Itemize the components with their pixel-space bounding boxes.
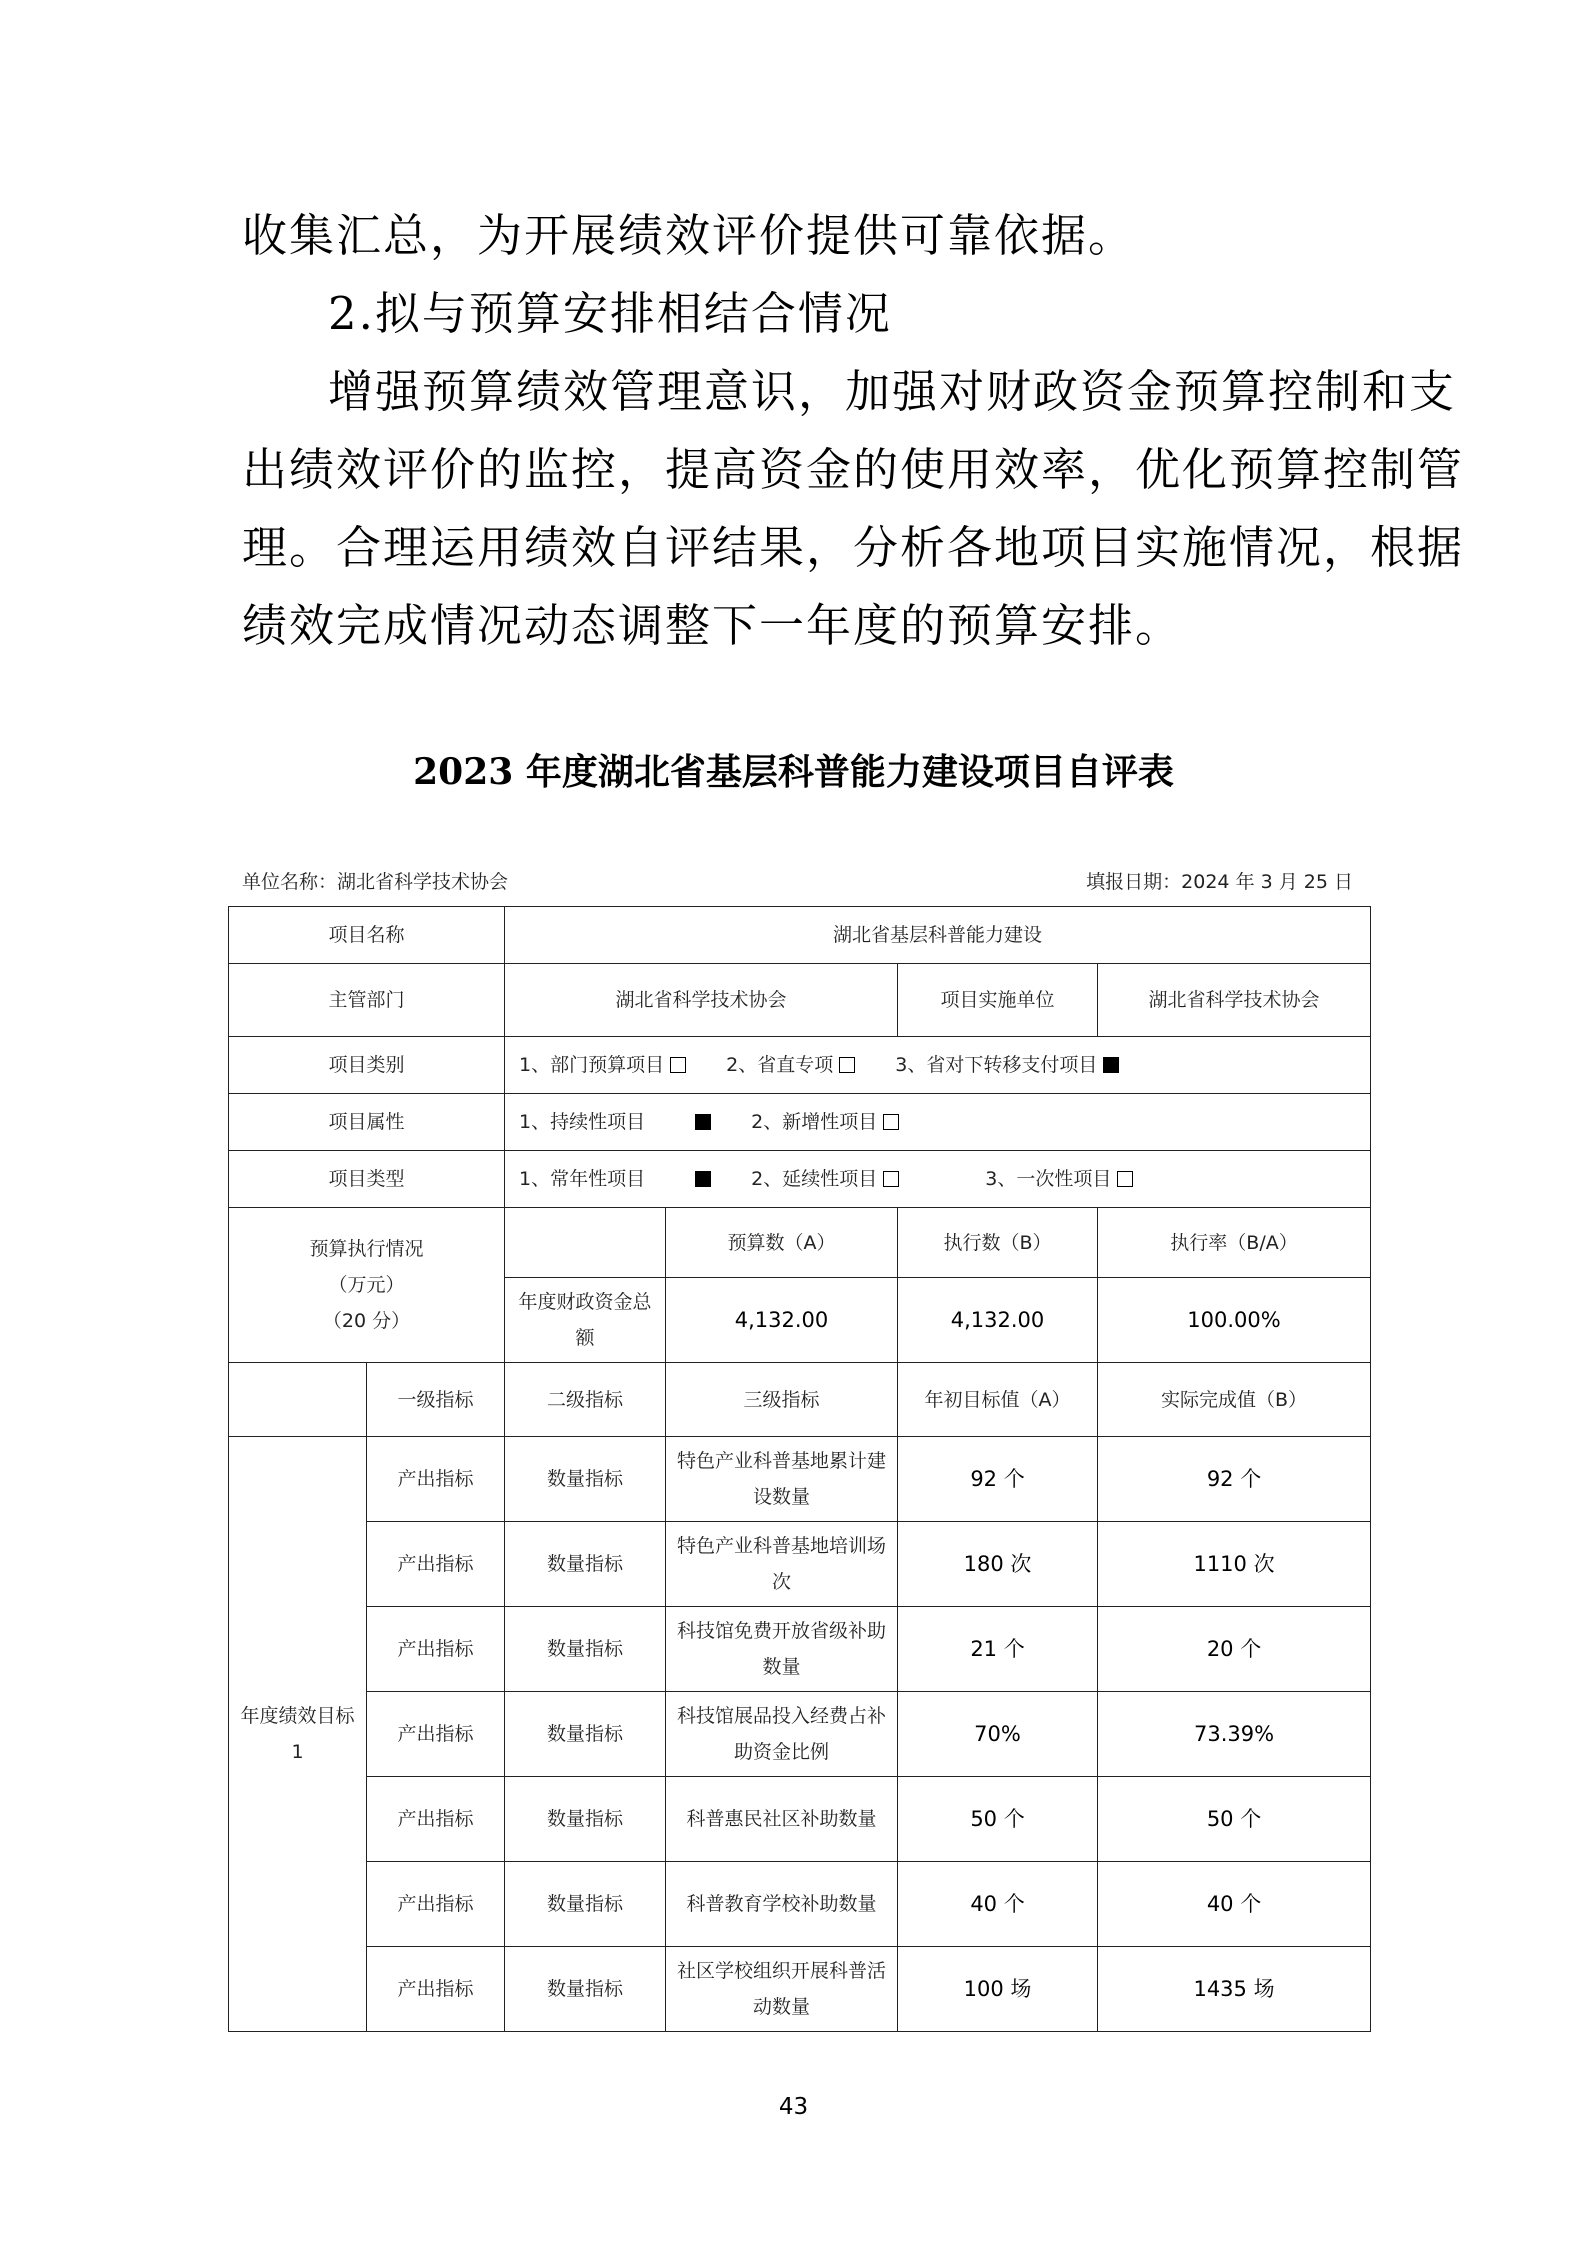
indicator-l1: 产出指标	[367, 1437, 505, 1522]
table-row	[229, 907, 1371, 964]
indicator-l3: 社区学校组织开展科普活动数量	[666, 1947, 898, 2032]
checkbox-icon	[839, 1057, 855, 1073]
cell-options	[505, 1037, 1371, 1094]
checkbox-icon	[1117, 1171, 1133, 1187]
indicator-l2: 数量指标	[505, 1522, 666, 1607]
option-label: 3、省对下转移支付项目	[895, 1054, 1098, 1076]
indicator-l3: 特色产业科普基地累计建设数量	[666, 1437, 898, 1522]
indicator-target: 40 个	[898, 1862, 1098, 1947]
paragraph-line: 收集汇总，为开展绩效评价提供可靠依据。	[242, 209, 1136, 262]
unit-name: 单位名称：湖北省科学技术协会	[242, 871, 509, 893]
indicator-l2: 数量指标	[505, 1692, 666, 1777]
checked-box-icon	[695, 1171, 711, 1187]
paragraph-line: 绩效完成情况动态调整下一年度的预算安排。	[242, 599, 1183, 652]
indicator-target: 100 场	[898, 1947, 1098, 2032]
indicator-l1: 产出指标	[367, 1522, 505, 1607]
option-label: 2、新增性项目	[751, 1111, 878, 1133]
goal-label: 年度绩效目标 1	[229, 1437, 367, 2032]
indicator-l2: 数量指标	[505, 1947, 666, 2032]
indicator-l3: 科普教育学校补助数量	[666, 1862, 898, 1947]
checked-box-icon	[695, 1114, 711, 1130]
indicator-l1: 产出指标	[367, 1777, 505, 1862]
indicator-l1: 产出指标	[367, 1862, 505, 1947]
col-header: 预算数（A）	[666, 1208, 898, 1278]
evaluation-table	[228, 906, 1371, 2032]
table-row	[229, 1862, 1371, 1947]
col-header: 三级指标	[666, 1363, 898, 1437]
budget-label-line: 预算执行情况	[309, 1238, 424, 1260]
budget-label	[229, 1208, 505, 1363]
indicator-actual: 92 个	[1098, 1437, 1371, 1522]
paragraph-line: 出绩效评价的监控，提高资金的使用效率，优化预算控制管	[242, 443, 1465, 496]
indicator-l1: 产出指标	[367, 1947, 505, 2032]
table-row	[229, 1607, 1371, 1692]
cell-empty	[229, 1363, 367, 1437]
table-title: 2023 年度湖北省基层科普能力建设项目自评表	[413, 751, 1174, 793]
indicator-actual: 1435 场	[1098, 1947, 1371, 2032]
indicator-l2: 数量指标	[505, 1607, 666, 1692]
paragraph-line: 增强预算绩效管理意识，加强对财政资金预算控制和支	[328, 365, 1457, 418]
indicator-l2: 数量指标	[505, 1437, 666, 1522]
col-header: 二级指标	[505, 1363, 666, 1437]
option-label: 2、延续性项目	[751, 1168, 878, 1190]
indicator-target: 92 个	[898, 1437, 1098, 1522]
table-row	[229, 1947, 1371, 2032]
cell-empty	[505, 1208, 666, 1278]
indicator-actual: 20 个	[1098, 1607, 1371, 1692]
indicator-l3: 科技馆展品投入经费占补助资金比例	[666, 1692, 898, 1777]
page-number: 43	[778, 2094, 809, 2120]
table-row	[229, 964, 1371, 1037]
indicator-target: 70%	[898, 1692, 1098, 1777]
cell-label: 年度财政资金总额	[505, 1278, 666, 1363]
option-label: 1、持续性项目	[519, 1111, 646, 1133]
indicator-l1: 产出指标	[367, 1692, 505, 1777]
table-row	[229, 1151, 1371, 1208]
checkbox-icon	[883, 1171, 899, 1187]
col-header: 执行数（B）	[898, 1208, 1098, 1278]
budget-label-line: （万元）	[328, 1274, 405, 1296]
col-header: 一级指标	[367, 1363, 505, 1437]
option-label: 3、一次性项目	[985, 1168, 1112, 1190]
indicator-l1: 产出指标	[367, 1607, 505, 1692]
indicator-actual: 40 个	[1098, 1862, 1371, 1947]
cell-value: 湖北省科学技术协会	[1098, 964, 1371, 1037]
cell-label: 项目名称	[229, 907, 505, 964]
cell-options	[505, 1151, 1371, 1208]
checkbox-icon	[670, 1057, 686, 1073]
indicator-actual: 1110 次	[1098, 1522, 1371, 1607]
cell-label: 项目实施单位	[898, 964, 1098, 1037]
budget-label-line: （20 分）	[322, 1310, 411, 1332]
option-label: 2、省直专项	[726, 1054, 834, 1076]
cell-label: 项目类型	[229, 1151, 505, 1208]
option-label: 1、部门预算项目	[519, 1054, 665, 1076]
exec-value: 4,132.00	[898, 1278, 1098, 1363]
table-row	[229, 1522, 1371, 1607]
indicator-target: 50 个	[898, 1777, 1098, 1862]
table-row	[229, 1037, 1371, 1094]
option-label: 1、常年性项目	[519, 1168, 646, 1190]
indicator-l3: 科技馆免费开放省级补助数量	[666, 1607, 898, 1692]
cell-value: 湖北省基层科普能力建设	[505, 907, 1371, 964]
table-row	[229, 1437, 1371, 1522]
indicator-target: 21 个	[898, 1607, 1098, 1692]
cell-value: 湖北省科学技术协会	[505, 964, 898, 1037]
paragraph-line: 理。合理运用绩效自评结果，分析各地项目实施情况，根据	[242, 521, 1465, 574]
table-row	[229, 1692, 1371, 1777]
col-header: 年初目标值（A）	[898, 1363, 1098, 1437]
checked-box-icon	[1103, 1057, 1119, 1073]
table-row	[229, 1363, 1371, 1437]
indicator-actual: 50 个	[1098, 1777, 1371, 1862]
indicator-l3: 科普惠民社区补助数量	[666, 1777, 898, 1862]
indicator-l2: 数量指标	[505, 1862, 666, 1947]
cell-label: 项目类别	[229, 1037, 505, 1094]
col-header: 执行率（B/A）	[1098, 1208, 1371, 1278]
cell-label: 主管部门	[229, 964, 505, 1037]
col-header: 实际完成值（B）	[1098, 1363, 1371, 1437]
indicator-target: 180 次	[898, 1522, 1098, 1607]
table-row	[229, 1777, 1371, 1862]
fill-date: 填报日期：2024 年 3 月 25 日	[1086, 871, 1353, 893]
checkbox-icon	[883, 1114, 899, 1130]
indicator-l3: 特色产业科普基地培训场次	[666, 1522, 898, 1607]
rate-value: 100.00%	[1098, 1278, 1371, 1363]
cell-label: 项目属性	[229, 1094, 505, 1151]
section-heading: 2.拟与预算安排相结合情况	[328, 287, 892, 340]
cell-options	[505, 1094, 1371, 1151]
indicator-actual: 73.39%	[1098, 1692, 1371, 1777]
table-row	[229, 1208, 1371, 1278]
table-row	[229, 1094, 1371, 1151]
indicator-l2: 数量指标	[505, 1777, 666, 1862]
budget-value: 4,132.00	[666, 1278, 898, 1363]
